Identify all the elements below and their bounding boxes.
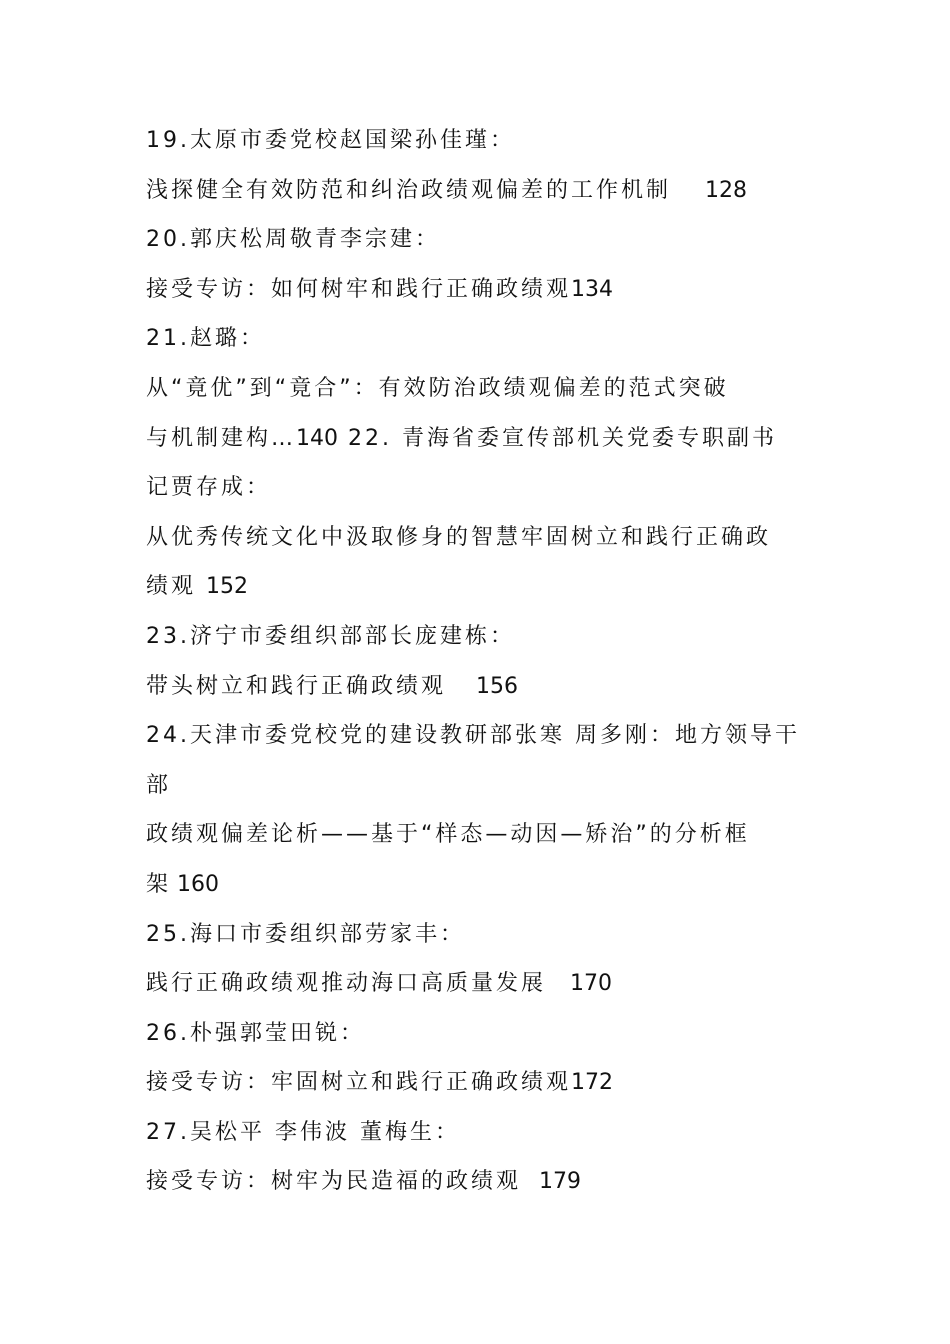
toc-entry-title: 接受专访：如何树牢和践行正确政绩观 xyxy=(146,276,572,302)
toc-page-number: 152 xyxy=(206,574,249,600)
toc-entry-heading: 22. 青海省委宣传部机关党委专职副书 xyxy=(338,425,777,451)
toc-page-number: 172 xyxy=(571,1070,614,1096)
toc-entry-title: 带头树立和践行正确政绩观 xyxy=(146,673,447,699)
toc-entry-heading: 27.吴松平 李伟波 董梅生： xyxy=(146,1119,460,1145)
toc-entry-heading: 21.赵璐： xyxy=(146,326,265,352)
toc-line xyxy=(146,1058,808,1108)
toc-entry-heading: 20.郭庆松周敬青李宗建： xyxy=(146,227,440,253)
toc-line xyxy=(146,860,808,910)
toc-line xyxy=(146,314,808,364)
toc-page-number: 170 xyxy=(570,971,613,997)
toc-entry-title: 绩观 xyxy=(146,574,197,600)
table-of-contents xyxy=(146,116,808,1207)
toc-line xyxy=(146,662,808,712)
toc-entry-heading: 记贾存成： xyxy=(146,475,272,501)
toc-entry-title: 接受专访：树牢为民造福的政绩观 xyxy=(146,1169,522,1195)
toc-entry-title: 践行正确政绩观推动海口高质量发展 xyxy=(146,971,547,997)
toc-line xyxy=(146,711,808,761)
toc-line xyxy=(146,463,808,513)
toc-entry-heading: 24.天津市委党校党的建设教研部张寒 周多刚：地方领导干 xyxy=(146,723,800,749)
toc-line xyxy=(146,215,808,265)
toc-page-number: 156 xyxy=(476,673,519,699)
toc-line xyxy=(146,761,808,811)
toc-entry-title: 与机制建构… xyxy=(146,425,297,451)
toc-line xyxy=(146,612,808,662)
toc-line xyxy=(146,364,808,414)
toc-entry-heading: 26.朴强郭莹田锐： xyxy=(146,1020,365,1046)
toc-line xyxy=(146,1157,808,1207)
toc-entry-title: 架 xyxy=(146,871,172,897)
toc-page-number: 179 xyxy=(539,1169,582,1195)
toc-line xyxy=(146,562,808,612)
toc-entry-heading: 部 xyxy=(146,772,172,798)
toc-line xyxy=(146,116,808,166)
toc-page-number: 134 xyxy=(571,276,614,302)
toc-entry-title: 接受专访：牢固树立和践行正确政绩观 xyxy=(146,1070,572,1096)
toc-line xyxy=(146,910,808,960)
toc-line xyxy=(146,1009,808,1059)
toc-entry-title: 从优秀传统文化中汲取修身的智慧牢固树立和践行正确政 xyxy=(146,524,772,550)
toc-entry-heading: 25.海口市委组织部劳家丰： xyxy=(146,921,465,947)
toc-entry-title: 从“竟优”到“竟合”：有效防治政绩观偏差的范式突破 xyxy=(146,375,729,401)
toc-page-number: 160 xyxy=(177,871,220,897)
toc-line xyxy=(146,513,808,563)
toc-line xyxy=(146,1108,808,1158)
toc-page-number: 128 xyxy=(705,177,748,203)
toc-line xyxy=(146,265,808,315)
toc-page-number: 140 xyxy=(296,425,339,451)
toc-line xyxy=(146,810,808,860)
toc-entry-heading: 19.太原市委党校赵国梁孙佳瑾： xyxy=(146,128,515,153)
toc-line xyxy=(146,166,808,216)
toc-entry-heading: 23.济宁市委组织部部长庞建栋： xyxy=(146,623,515,649)
toc-line xyxy=(146,959,808,1009)
toc-entry-title: 浅探健全有效防范和纠治政绩观偏差的工作机制 xyxy=(146,177,672,203)
toc-entry-title: 政绩观偏差论析——基于“样态—动因—矫治”的分析框 xyxy=(146,822,750,848)
toc-line xyxy=(146,414,808,464)
